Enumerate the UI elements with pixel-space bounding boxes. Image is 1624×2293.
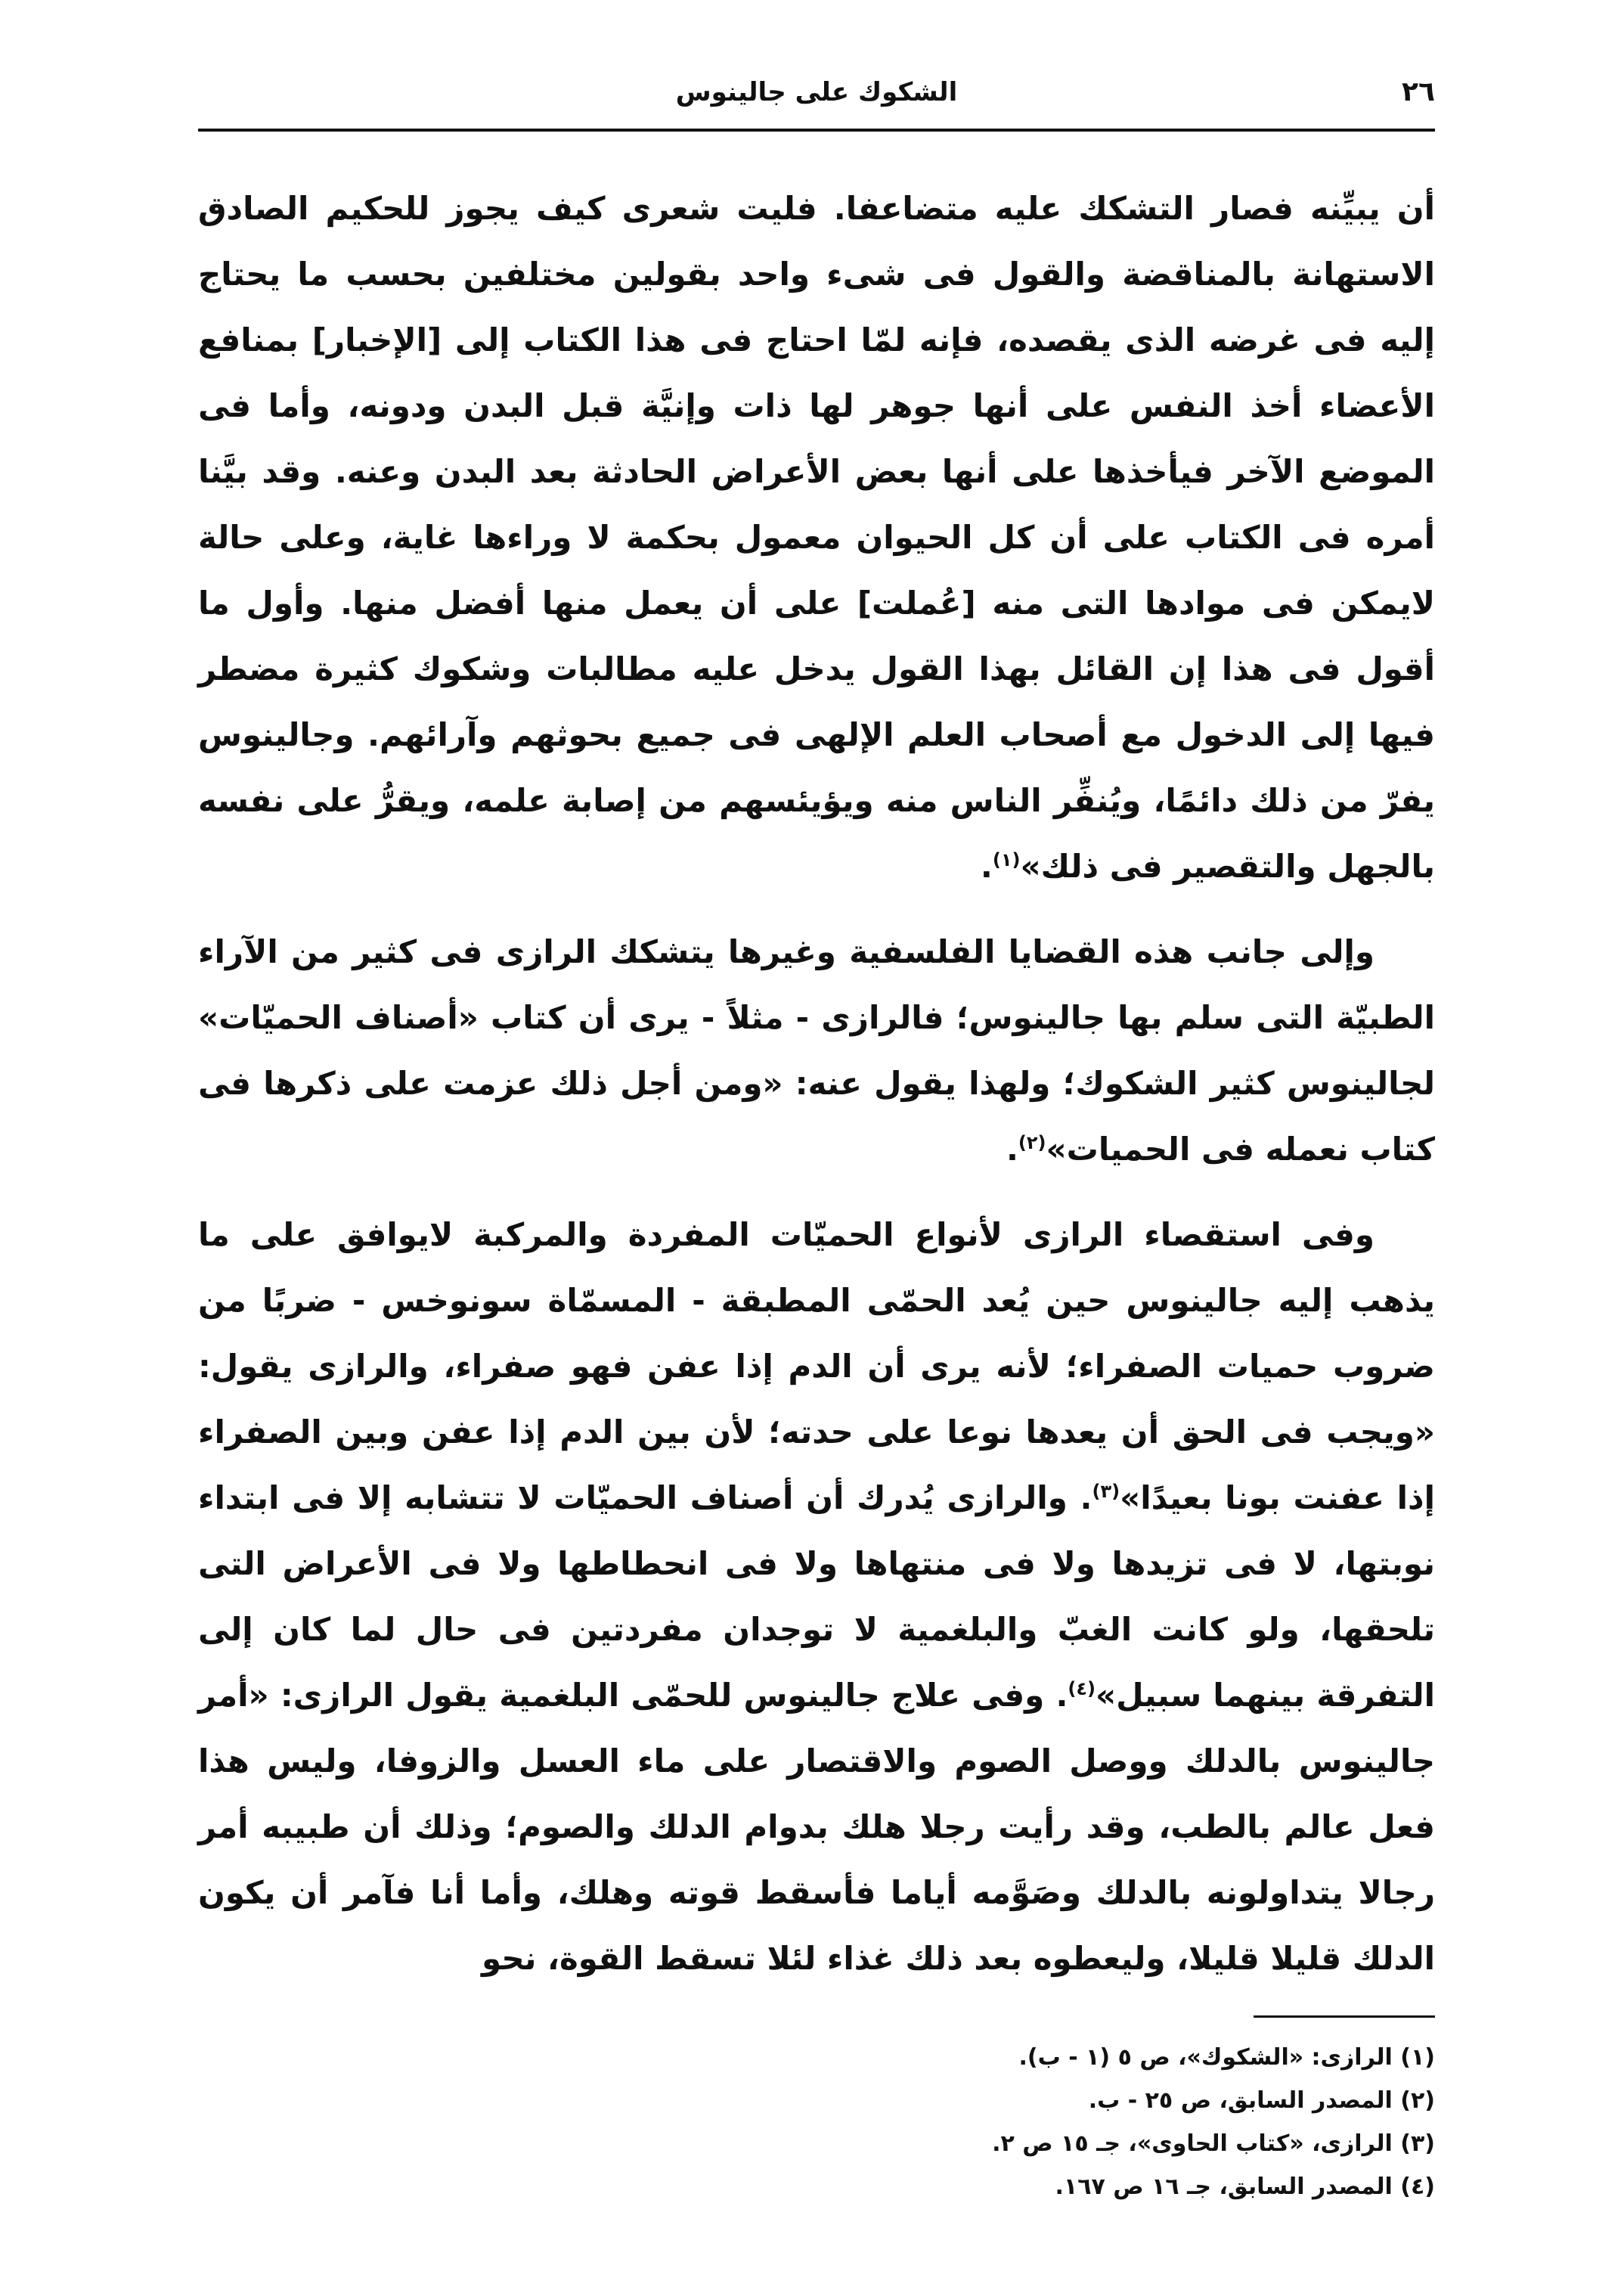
footnote-2: (٢) المصدر السابق، ص ٢٥ - ب.	[1088, 2087, 1435, 2114]
sentence-end: .	[1055, 1677, 1068, 1714]
paragraph-text: وفى علاج جالينوس للحمّى البلغمية يقول الرازى: «أمر جالينوس بالدلك ووصل الصوم والاقتصار على ماء العسل والزوفا، وليس هذا فعل عالم بالطب، وقد رأيت رجلا هلك بدوام الدلك والصوم؛ وذلك أن طبيبه أمر رجالا يتداولونه بالدلك وصَوَّمه أياما فأسقط قوته وهلك، وأما أنا فآمر أن يكون الدلك قليلا قليلا، وليعطوه بعد ذلك غذاء لئلا تسقط القوة، نحو	[198, 1677, 1435, 1977]
footnote-ref-2: (٢)	[1018, 1132, 1046, 1153]
paragraph-2	[198, 919, 1435, 1182]
running-title: الشكوك على جالينوس	[675, 77, 958, 107]
page-number: ٢٦	[1402, 76, 1435, 107]
paragraph-text: وفى استقصاء الرازى لأنواع الحميّات المفردة والمركبة لايوافق على ما يذهب إليه جالينوس حين يُعد الحمّى المطبقة - المسمّاة سونوخس - ضربًا من ضروب حميات الصفراء؛ لأنه يرى أن الدم إذا عفن فهو صفراء، والرازى يقول: «ويجب فى الحق أن يعدها نوعا على حدته؛ لأن بين الدم إذا عفن وبين الصفراء إذا عفنت بونا بعيدًا»	[198, 1216, 1435, 1516]
page-header	[198, 70, 1435, 130]
footnote-ref-4: (٤)	[1068, 1678, 1096, 1699]
paragraph-1	[198, 175, 1435, 899]
paragraph-text: والرازى يُدرك أن أصناف الحميّات لا تتشابه إلا فى ابتداء نوبتها، لا فى تزيدها ولا فى منتهاها ولا فى انحطاطها ولا فى الأعراض التى تلحقها، ولو كانت الغبّ والبلغمية لا توجدان مفردتين فى حال لما كان إلى التفرقة بينهما سبيل»	[198, 1479, 1435, 1714]
paragraph-end: .	[980, 848, 993, 885]
footnote-separator	[1254, 2015, 1435, 2018]
footnote-4: (٤) المصدر السابق، جـ ١٦ ص ١٦٧.	[1055, 2174, 1435, 2200]
paragraph-end: .	[1006, 1131, 1018, 1168]
header-rule	[198, 129, 1435, 132]
footnote-ref-3: (٣)	[1092, 1481, 1120, 1502]
sentence-end: .	[1080, 1479, 1092, 1516]
paragraph-3	[198, 1202, 1435, 1991]
paragraph-text: أن يبيِّنه فصار التشكك عليه متضاعفا. فليت شعرى كيف يجوز للحكيم الصادق الاستهانة بالمناقضة والقول فى شىء واحد بقولين مختلفين بحسب ما يحتاج إليه فى غرضه الذى يقصده، فإنه لمّا احتاج فى هذا الكتاب إلى [الإخبار] بمنافع الأعضاء أخذ النفس على أنها جوهر لها ذات وإنيَّة قبل البدن ودونه، وأما فى الموضع الآخر فيأخذها على أنها بعض الأعراض الحادثة بعد البدن وعنه. وقد بيَّنا أمره فى الكتاب على أن كل الحيوان معمول بحكمة لا وراءها غاية، وعلى حالة لايمكن فى موادها التى منه [عُملت] على أن يعمل منها أفضل منها. وأول ما أقول فى هذا إن القائل بهذا القول يدخل عليه مطالبات وشكوك كثيرة مضطر فيها إلى الدخول مع أصحاب العلم الإلهى فى جميع بحوثهم وآرائهم. وجالينوس يفرّ من ذلك دائمًا، ويُنفِّر الناس منه ويؤيئسهم من إصابة علمه، ويقرُّ على نفسه بالجهل والتقصير فى ذلك»	[198, 190, 1435, 885]
footnote-1: (١) الرازى: «الشكوك»، ص ٥ (١ - ب).	[1018, 2044, 1435, 2071]
footnote-ref-1: (١)	[992, 849, 1021, 870]
footnotes-list	[755, 2036, 1435, 2208]
body-text	[198, 175, 1435, 1991]
paragraph-text: وإلى جانب هذه القضايا الفلسفية وغيرها يتشكك الرازى فى كثير من الآراء الطبيّة التى سلم بها جالينوس؛ فالرازى - مثلاً - يرى أن كتاب «أصناف الحميّات» لجالينوس كثير الشكوك؛ ولهذا يقول عنه: «ومن أجل ذلك عزمت على ذكرها فى كتاب نعمله فى الحميات»	[198, 933, 1435, 1168]
footnote-3: (٣) الرازى، «كتاب الحاوى»، جـ ١٥ ص ٢.	[992, 2130, 1435, 2157]
